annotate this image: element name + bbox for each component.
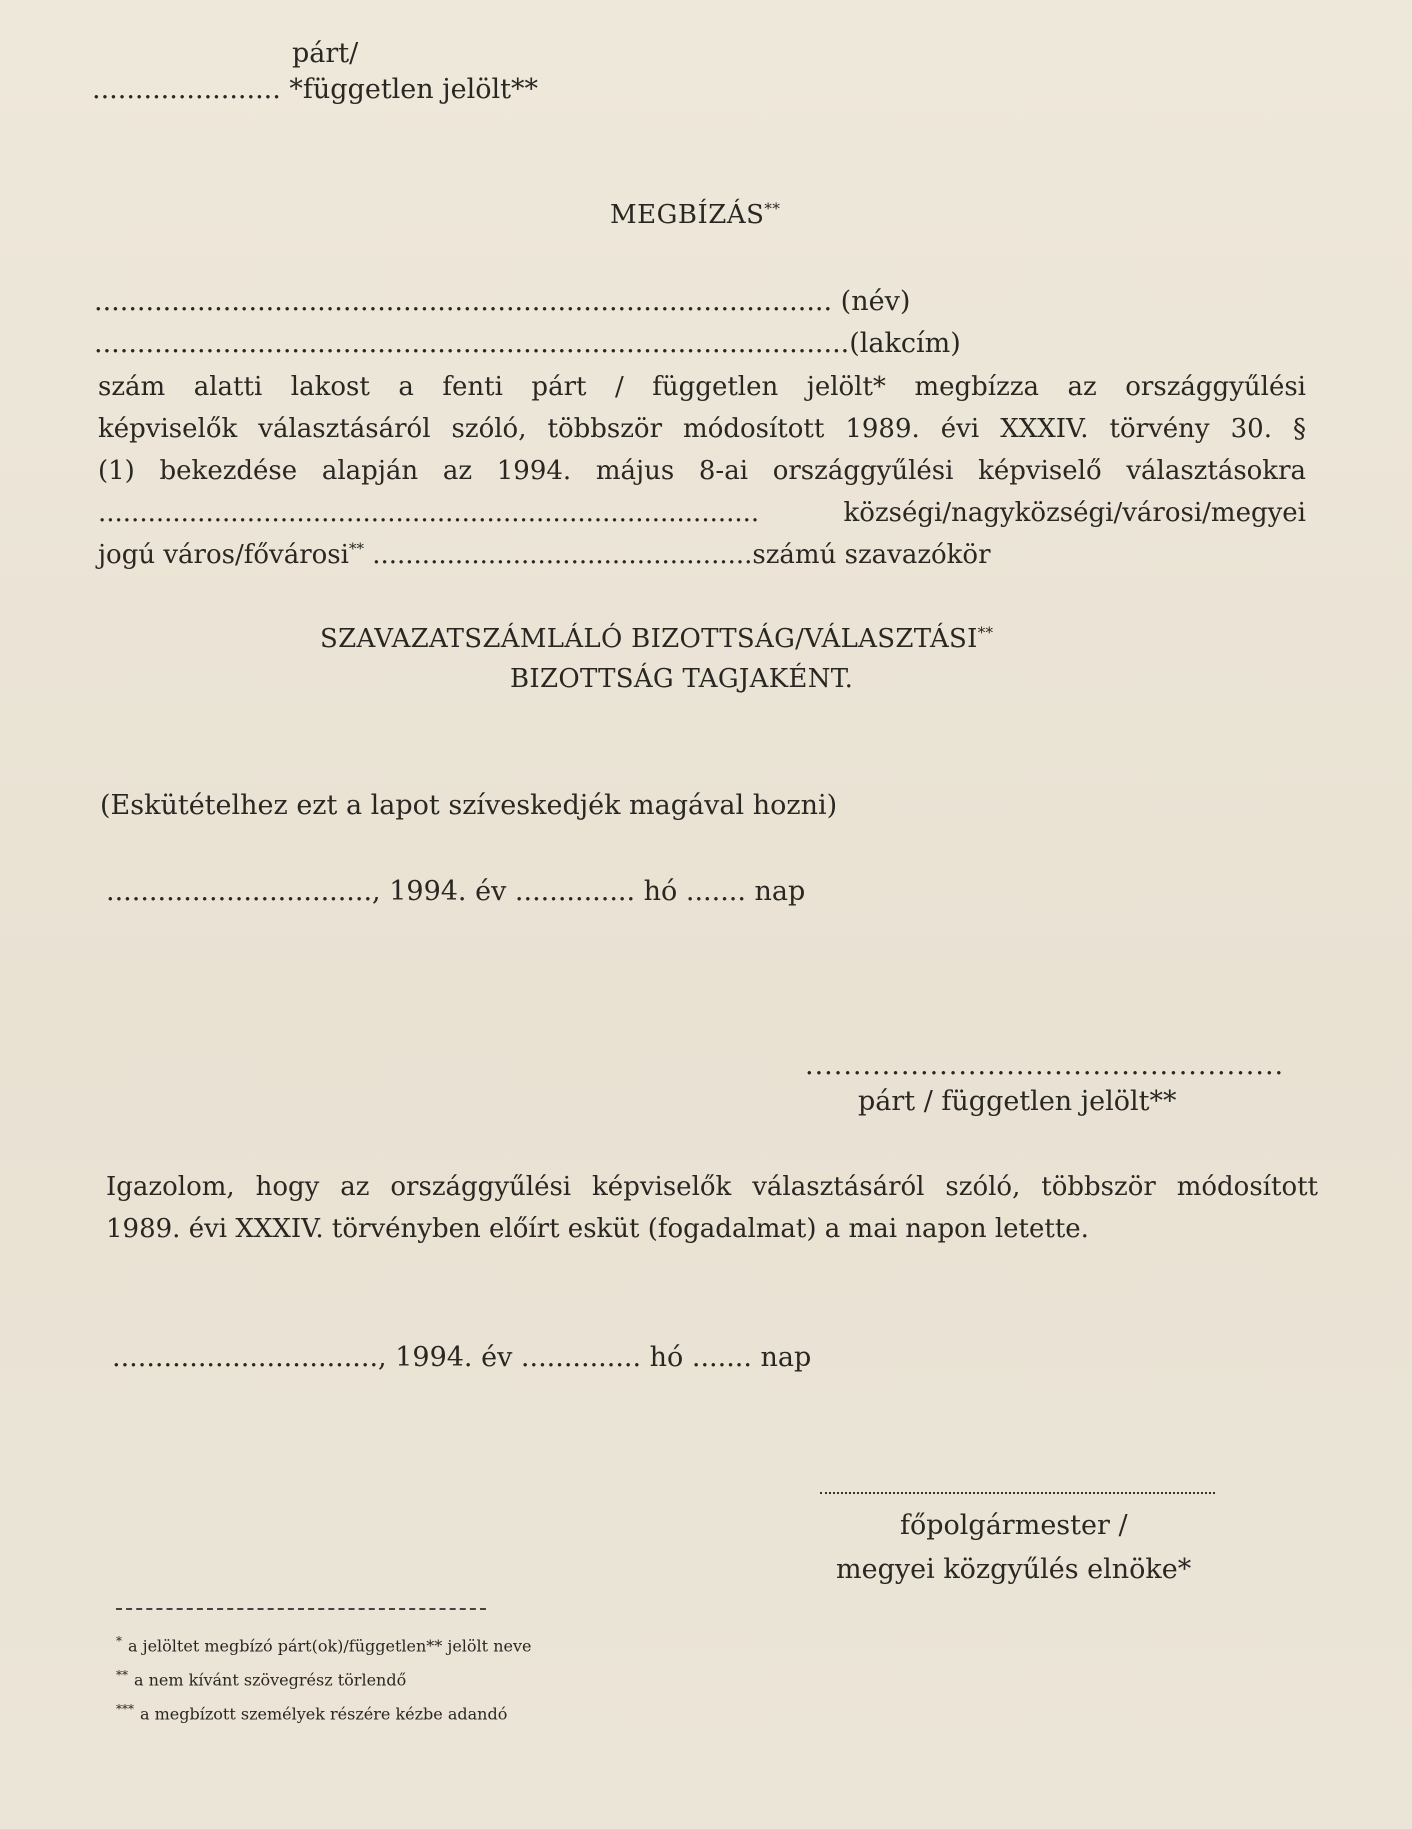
- body-line-5-b: ..............................................számú szavazókör: [372, 540, 991, 570]
- committee-line-1-mark: **: [977, 623, 994, 642]
- signature-2-line-1: főpolgármester /: [900, 1510, 1128, 1541]
- address-line: ........................................................................................(lakcím): [94, 328, 961, 359]
- committee-line-2: BIZOTTSÁG TAGJAKÉNT.: [510, 664, 854, 694]
- signature-1-dots: ..................................................: [805, 1050, 1285, 1081]
- footnote-divider: [116, 1608, 486, 1610]
- certify-line-2: 1989. évi XXXIV. törvényben előírt esküt (fogadalmat) a mai napon letette.: [106, 1214, 1089, 1244]
- signature-2-dotted-line: [820, 1492, 1215, 1494]
- header-independent-candidate: ...................... *független jelölt**: [92, 74, 538, 105]
- certify-paragraph: [106, 1166, 1318, 1250]
- date-line-1: ..............................., 1994. év .............. hó ....... nap: [106, 876, 806, 907]
- document-title-text: MEGBÍZÁS: [610, 200, 765, 230]
- body-line-4-dots: ................................................................................: [98, 498, 760, 528]
- footnote-2-text: a nem kívánt szövegrész törlendő: [134, 1670, 407, 1690]
- body-paragraph: [98, 366, 1306, 576]
- committee-line-1: [320, 624, 993, 654]
- footnote-2-mark: **: [116, 1668, 128, 1682]
- body-line-1: szám alatti lakost a fenti párt / független jelölt* megbízza az országgyűlési: [98, 372, 1306, 402]
- body-line-5: [98, 534, 1306, 576]
- document-title-mark: **: [764, 199, 781, 218]
- document-title: [610, 200, 780, 230]
- header-party-label: párt/: [292, 38, 359, 69]
- body-line-2: képviselők választásáról szóló, többször módosított 1989. évi XXXIV. törvény 30. §: [98, 414, 1306, 444]
- certify-line-1: Igazolom, hogy az országgyűlési képviselők választásáról szóló, többször módosított: [106, 1172, 1318, 1202]
- footnote-3-mark: ***: [116, 1702, 134, 1716]
- body-line-4-text: községi/nagyközségi/városi/megyei: [843, 498, 1306, 528]
- signature-1-label: párt / független jelölt**: [858, 1086, 1177, 1117]
- footnote-3: [116, 1702, 507, 1723]
- body-line-3: (1) bekezdése alapján az 1994. május 8-ai országgyűlési képviselő választásokra: [98, 456, 1306, 486]
- committee-line-1-text: SZAVAZATSZÁMLÁLÓ BIZOTTSÁG/VÁLASZTÁSI: [320, 624, 978, 654]
- footnote-1: [116, 1634, 531, 1655]
- oath-notice: (Eskütételhez ezt a lapot szíveskedjék magával hozni): [100, 790, 838, 821]
- body-line-4: [98, 492, 1306, 534]
- signature-2-line-2: megyei közgyűlés elnöke*: [836, 1554, 1192, 1585]
- body-line-5-a: jogú város/fővárosi: [98, 540, 349, 570]
- footnote-3-text: a megbízott személyek részére kézbe adandó: [140, 1704, 508, 1724]
- name-line: ...................................................................................... (név): [94, 286, 911, 317]
- footnote-1-mark: *: [116, 1634, 122, 1648]
- footnote-1-text: a jelöltet megbízó párt(ok)/független** jelölt neve: [128, 1636, 532, 1656]
- footnote-2: [116, 1668, 406, 1689]
- body-line-5-mark: **: [348, 539, 364, 558]
- date-line-2: ..............................., 1994. év .............. hó ....... nap: [112, 1342, 812, 1373]
